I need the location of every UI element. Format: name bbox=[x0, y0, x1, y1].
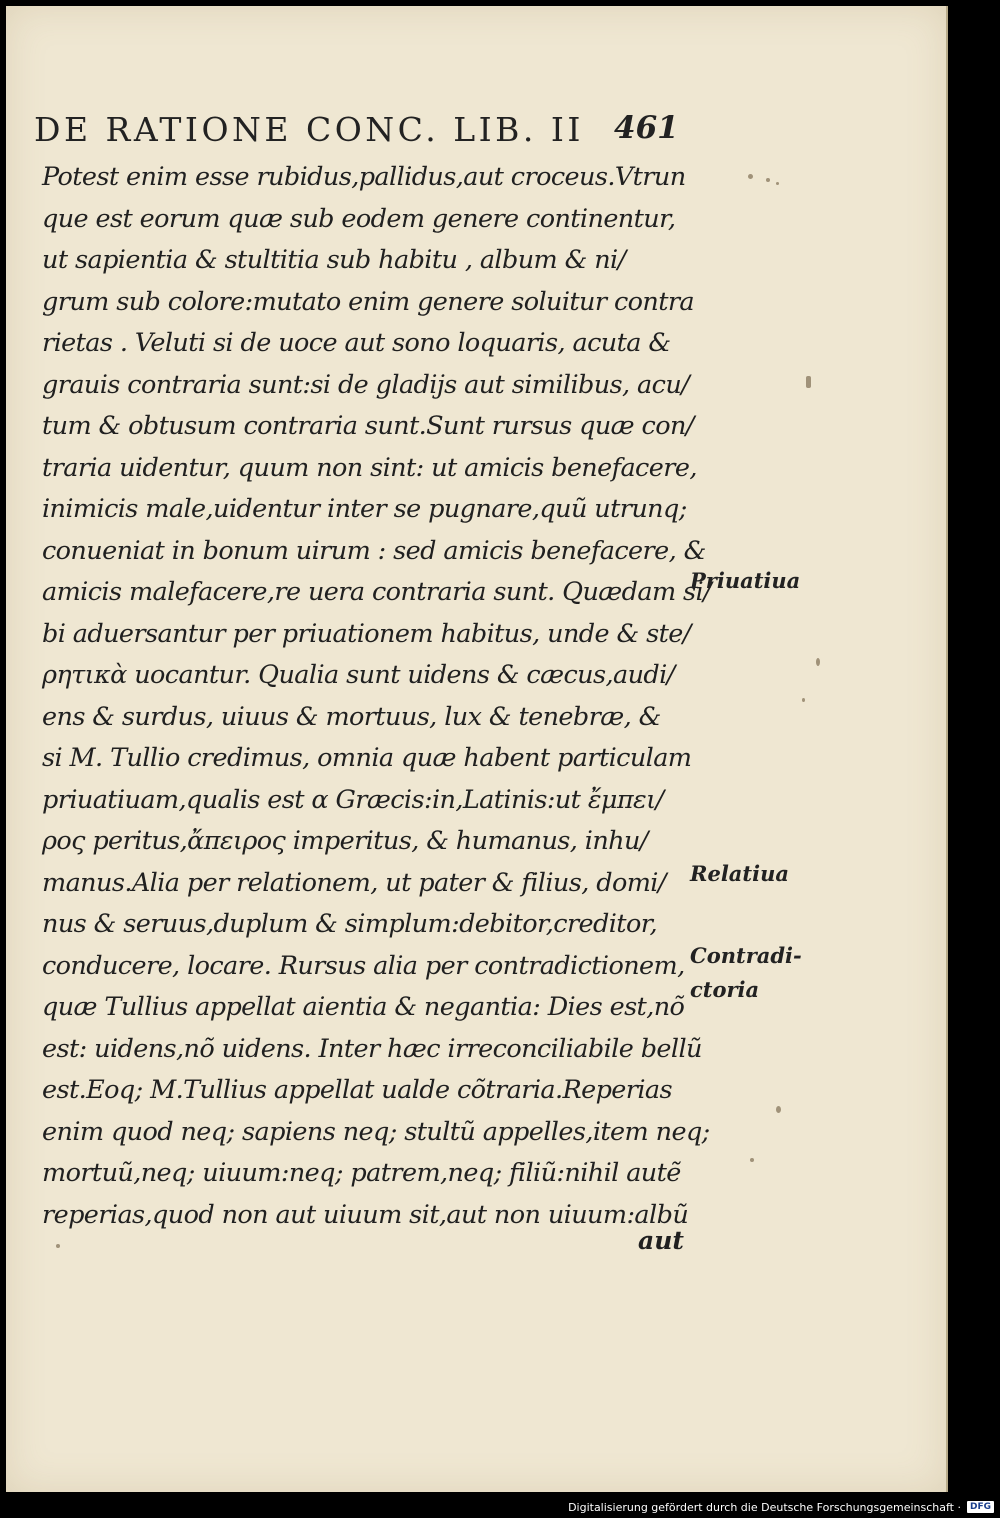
text-line: ens & surdus, uiuus & mortuus, lux & tenebræ, & bbox=[42, 701, 661, 732]
book-page bbox=[6, 6, 948, 1492]
text-line: mortuũ,neq; uiuum:neq; patrem,neq; filiũ:nihil autẽ bbox=[42, 1158, 681, 1188]
text-line: que est eorum quæ sub eodem genere continentur, bbox=[42, 203, 676, 234]
marginal-note-contradictoria-1: Contradi- bbox=[690, 943, 802, 968]
marginal-note-priuatiua: Priuatiua bbox=[690, 568, 801, 593]
marginal-note-relatiua: Relatiua bbox=[690, 861, 789, 886]
paper-speck bbox=[56, 1244, 60, 1248]
catchword: aut bbox=[638, 1226, 684, 1255]
text-line: traria uidentur, quum non sint: ut amicis benefacere, bbox=[42, 452, 697, 483]
text-line: manus.Alia per relationem, ut pater & filius, domi/ bbox=[42, 867, 666, 898]
running-header: DE RATIONE CONC. LIB. II bbox=[34, 110, 584, 149]
text-line: est.Eoq; M.Tullius appellat ualde cõtraria.Reperias bbox=[42, 1075, 673, 1105]
text-line: amicis malefacere,re uera contraria sunt. Quædam si/ bbox=[42, 577, 712, 607]
dfg-logo-icon: DFG bbox=[967, 1501, 994, 1513]
text-line: Potest enim esse rubidus,pallidus,aut croceus.Vtrun bbox=[42, 162, 686, 192]
text-line: rietas . Veluti si de uoce aut sono loquaris, acuta & bbox=[42, 328, 671, 358]
text-line: est: uidens,nõ uidens. Inter hæc irreconciliabile bellũ bbox=[42, 1033, 702, 1064]
text-line: reperias,quod non aut uiuum sit,aut non uiuum:albũ bbox=[42, 1199, 689, 1230]
body-text bbox=[42, 157, 712, 1236]
paper-speck bbox=[776, 1106, 781, 1113]
paper-speck bbox=[766, 178, 770, 182]
text-line: ut sapientia & stultitia sub habitu , album & ni/ bbox=[42, 245, 626, 275]
text-line: ρητικὰ uocantur. Qualia sunt uidens & cæcus,audi/ bbox=[42, 660, 675, 690]
text-line: grum sub colore:mutato enim genere soluitur contra bbox=[42, 286, 695, 317]
paper-speck bbox=[802, 698, 805, 702]
text-line: inimicis male,uidentur inter se pugnare,quũ utrunq; bbox=[42, 494, 687, 524]
paper-speck bbox=[748, 174, 753, 179]
digitization-footer bbox=[568, 1498, 994, 1516]
paper-speck bbox=[816, 658, 820, 666]
paper-speck bbox=[750, 1158, 754, 1162]
text-line: grauis contraria sunt:si de gladijs aut similibus, acu/ bbox=[42, 369, 690, 400]
text-line: conducere, locare. Rursus alia per contradictionem, bbox=[42, 950, 685, 981]
page-number: 461 bbox=[614, 110, 679, 146]
text-line: quæ Tullius appellat aientia & negantia: Dies est,nõ bbox=[42, 992, 685, 1022]
text-line: conueniat in bonum uirum : sed amicis benefacere, & bbox=[42, 535, 706, 566]
text-line: tum & obtusum contraria sunt.Sunt rursus quæ con/ bbox=[42, 411, 694, 441]
paper-speck bbox=[776, 182, 779, 185]
footer-text: Digitalisierung gefördert durch die Deutsche Forschungsgemeinschaft · bbox=[568, 1500, 961, 1514]
text-line: priuatiuam,qualis est α Græcis:in,Latinis:ut ἔμπει/ bbox=[42, 784, 664, 815]
marginal-note-contradictoria-2: ctoria bbox=[690, 977, 760, 1002]
text-line: enim quod neq; sapiens neq; stultũ appelles,item neq; bbox=[42, 1116, 710, 1147]
paper-speck bbox=[806, 376, 811, 388]
text-line: nus & seruus,duplum & simplum:debitor,creditor, bbox=[42, 909, 658, 939]
text-line: si M. Tullio credimus, omnia quæ habent particulam bbox=[42, 743, 692, 773]
text-line: ρος peritus,ἄπειρος imperitus, & humanus, inhu/ bbox=[42, 826, 648, 856]
text-line: bi aduersantur per priuationem habitus, unde & ste/ bbox=[42, 618, 691, 649]
